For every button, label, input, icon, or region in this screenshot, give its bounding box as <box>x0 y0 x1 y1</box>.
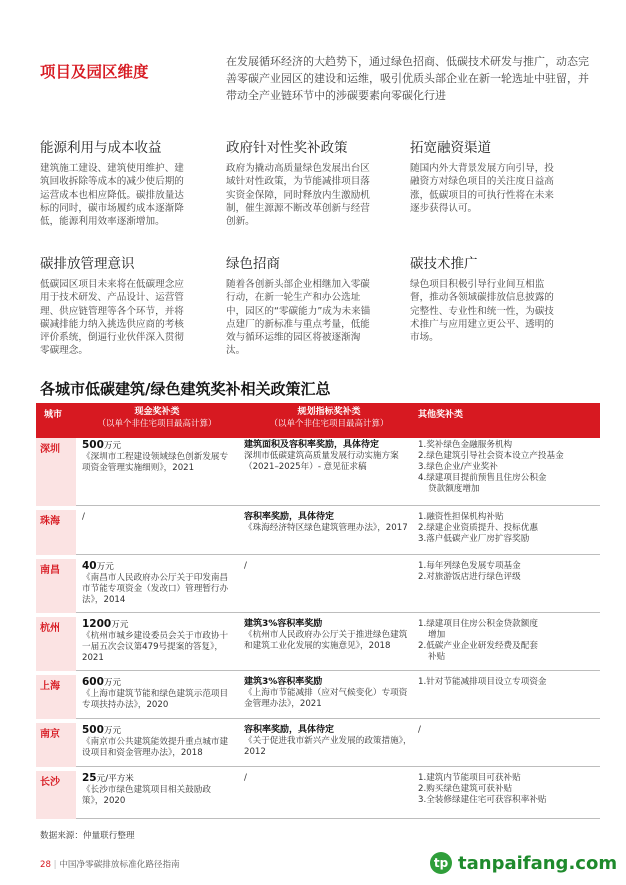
cash-cell <box>82 725 232 759</box>
planning-cell <box>244 440 414 473</box>
cash-source: 《杭州市城乡建设委员会关于市政协十一届五次会议第479号提案的答复》，2021 <box>82 631 229 663</box>
other-item: 1.建筑内节能项目可获补贴 <box>418 773 521 783</box>
cash-source: 《上海市建筑节能和绿色建筑示范项目专项扶持办法》，2020 <box>82 689 229 710</box>
cash-unit: 万元 <box>96 562 114 572</box>
table-header <box>36 403 600 438</box>
planning-head: / <box>244 773 247 783</box>
city-cell <box>36 559 76 613</box>
row-divider <box>76 612 600 613</box>
other-cell <box>418 440 596 495</box>
card-carbon-tech <box>410 252 558 344</box>
row-divider <box>76 766 600 767</box>
city-cell <box>36 438 76 506</box>
header-planning-label: 规划指标奖补类 <box>297 407 361 417</box>
planning-head: 容积率奖励，具体待定 <box>244 512 335 522</box>
table-row <box>36 438 600 506</box>
other-item: 4.绿建项目提前预售且住房公积金 <box>418 473 547 483</box>
planning-head: 容积率奖励，具体待定 <box>244 725 335 735</box>
card-body: 建筑施工建设、建筑使用维护、建筑回收拆除等成本的减少使后期的运营成本也相应降低。碳排放量达标的同时，碳市场履约成本逐渐降低，能源利用效率逐渐增加。 <box>40 163 184 228</box>
city-name: 长沙 <box>40 777 60 788</box>
card-title: 碳技术推广 <box>410 256 478 272</box>
cash-amount: 25 <box>82 772 97 784</box>
other-cell <box>418 773 596 806</box>
source-note: 数据来源：仲量联行整理 <box>40 831 135 841</box>
section-intro: 在发展循环经济的大趋势下，通过绿色招商、低碳技术研发与推广，动态完善零碳产业园区的建设和运维，吸引优质头部企业在新一轮选址中驻留，并带动全产业链环节中的涉碳要素向零碳化行进 <box>226 55 589 102</box>
row-divider <box>76 670 600 671</box>
card-body: 政府为撬动高质量绿色发展出台区域针对性政策，为节能减排项目落实资金保障，同时释放内生激励机制，催生源源不断改革创新与经营创新。 <box>226 163 370 228</box>
cash-amount: 1200 <box>82 618 112 630</box>
card-title: 碳排放管理意识 <box>40 256 135 272</box>
city-name: 深圳 <box>40 444 60 455</box>
other-cell <box>418 561 596 583</box>
other-item: 2.绿建企业资质提升、投标优惠 <box>418 523 538 533</box>
city-name: 上海 <box>40 681 60 692</box>
card-title: 能源利用与成本收益 <box>40 140 162 156</box>
row-divider <box>76 505 600 506</box>
table-row <box>36 675 600 719</box>
row-divider <box>76 718 600 719</box>
planning-head: / <box>244 561 247 571</box>
planning-cell <box>244 725 414 758</box>
footer-separator: | <box>53 860 57 870</box>
row-divider <box>76 818 600 819</box>
header-cash <box>82 406 232 430</box>
cash-source: 《南京市公共建筑能效提升重点城市建设项目和资金管理办法》，2018 <box>82 737 229 758</box>
card-body: 低碳园区项目未来将在低碳理念应用于技术研发、产品设计、运营管理、供应链管理等各个环节，并将碳减排能力纳入挑选供应商的考核评价系统，倒逼行业伙伴深入贯彻零碳理念。 <box>40 279 184 357</box>
other-item: / <box>418 725 421 735</box>
other-cell <box>418 512 596 545</box>
planning-head: 建筑3%容积率奖励 <box>244 677 323 687</box>
brand-watermark <box>430 852 617 874</box>
city-cell <box>36 723 76 767</box>
cash-unit: 万元 <box>103 726 122 736</box>
city-name: 珠海 <box>40 516 60 527</box>
header-cash-label: 现金奖补类 <box>134 407 180 417</box>
card-green-investment <box>226 252 374 358</box>
other-item: 增加 <box>428 630 446 640</box>
header-planning-sub: （以单个非住宅项目最高计算） <box>269 419 389 429</box>
city-name: 南京 <box>40 729 60 740</box>
planning-source: 深圳市低碳建筑高质量发展行动实施方案（2021–2025年）- 意见征求稿 <box>244 451 399 472</box>
document-title: 中国净零碳排放标准化路径指南 <box>59 860 180 870</box>
city-cell <box>36 617 76 671</box>
other-item: 1.绿建项目住房公积金贷款额度 <box>418 619 538 629</box>
table-row <box>36 617 600 671</box>
table-row <box>36 771 600 819</box>
other-item: 3.落户低碳产业厂房扩容奖励 <box>418 534 530 544</box>
planning-head: 建筑面积及容积率奖励，具体待定 <box>244 440 380 450</box>
cash-unit: 元/平方米 <box>96 774 134 784</box>
card-financing <box>410 136 558 215</box>
cash-cell <box>82 677 232 711</box>
other-item: 2.购买绿色建筑可获补贴 <box>418 784 513 794</box>
card-body: 随国内外大背景发展方向引导，投融资方对绿色项目的关注度日益高涨，低碳项目的可执行性将在未来逐步获得认可。 <box>410 163 554 214</box>
city-cell <box>36 510 76 555</box>
other-item: 2.低碳产业企业研发经费及配套 <box>418 641 538 651</box>
header-cash-sub: （以单个非住宅项目最高计算） <box>97 419 217 429</box>
table-row <box>36 510 600 555</box>
card-policy-subsidy <box>226 136 374 228</box>
city-cell <box>36 675 76 719</box>
other-cell <box>418 677 596 688</box>
row-divider <box>76 554 600 555</box>
section-title: 项目及园区维度 <box>40 63 149 81</box>
cash-source: 《长沙市绿色建筑项目相关鼓励政策》，2020 <box>82 785 211 806</box>
planning-source: 《关于促进我市新兴产业发展的政策措施》，2012 <box>244 736 412 757</box>
planning-source: 《珠海经济特区绿色建筑管理办法》，2017 <box>244 523 408 533</box>
cash-amount: / <box>82 512 85 522</box>
planning-cell <box>244 773 414 784</box>
header-other: 其他奖补类 <box>418 410 464 420</box>
planning-cell <box>244 677 414 710</box>
cash-cell <box>82 512 232 523</box>
card-title: 政府针对性奖补政策 <box>226 140 348 156</box>
table-row <box>36 559 600 613</box>
cash-cell <box>82 561 232 606</box>
other-item: 1.每年列绿色发展专项基金 <box>418 561 521 571</box>
header-planning <box>244 406 414 430</box>
other-item: 1.奖补绿色金融服务机构 <box>418 440 513 450</box>
planning-cell <box>244 561 414 572</box>
cash-cell <box>82 440 232 474</box>
city-name: 南昌 <box>40 565 60 576</box>
cash-amount: 500 <box>82 439 104 451</box>
card-title: 绿色招商 <box>226 256 280 272</box>
card-energy <box>40 136 188 228</box>
other-cell <box>418 619 596 663</box>
planning-source: 《杭州市人民政府办公厅关于推进绿色建筑和建筑工业化发展的实施意见》，2018 <box>244 630 408 651</box>
cash-cell <box>82 619 232 664</box>
cash-source: 《深圳市工程建设领域绿色创新发展专项资金管理实施细则》，2021 <box>82 452 229 473</box>
cash-amount: 500 <box>82 724 104 736</box>
cash-unit: 万元 <box>111 620 129 630</box>
other-item: 1.融资性担保机构补贴 <box>418 512 504 522</box>
card-body: 随着各创新头部企业相继加入零碳行动，在新一轮生产和办公选址中，园区的“零碳能力”成为未来锚点建厂的新标准与重点考量，低能效与循环运维的园区将被逐渐淘汰。 <box>226 279 371 357</box>
policy-title: 各城市低碳建筑/绿色建筑奖补相关政策汇总 <box>40 380 331 398</box>
planning-source: 《上海市节能减排（应对气候变化）专项资金管理办法》，2021 <box>244 688 408 709</box>
other-item: 3.绿色企业/产业奖补 <box>418 462 498 472</box>
city-name: 杭州 <box>40 623 60 634</box>
header-city: 城市 <box>44 410 63 420</box>
planning-cell <box>244 619 414 652</box>
card-body: 绿色项目积极引导行业间互相监督，推动各领域碳排放信息披露的完整性、专业性和统一性，为碳技术推广与应用建立更公平、透明的市场。 <box>410 279 554 344</box>
other-item: 1.针对节能减排项目设立专项资金 <box>418 677 547 687</box>
other-cell <box>418 725 596 736</box>
page-number: 28 <box>40 860 51 870</box>
brand-text: tanpaifang.com <box>458 852 618 874</box>
other-item: 补贴 <box>428 652 446 662</box>
planning-head: 建筑3%容积率奖励 <box>244 619 323 629</box>
other-item: 3.全装修绿建住宅可获容积率补贴 <box>418 795 547 805</box>
city-cell <box>36 771 76 819</box>
planning-cell <box>244 512 414 534</box>
cash-amount: 40 <box>82 560 97 572</box>
cash-unit: 万元 <box>103 441 122 451</box>
table-row <box>36 723 600 767</box>
cash-amount: 600 <box>82 676 104 688</box>
card-title: 拓宽融资渠道 <box>410 140 491 156</box>
other-item: 贷款额度增加 <box>428 484 480 494</box>
card-carbon-management <box>40 252 188 358</box>
cash-cell <box>82 773 232 807</box>
other-item: 2.绿色建筑引导社会资本设立产投基金 <box>418 451 564 461</box>
leaf-logo-icon: tp <box>430 852 452 874</box>
other-item: 2.对旅游饭店进行绿色评级 <box>418 572 521 582</box>
cash-unit: 万元 <box>103 678 122 688</box>
cash-source: 《南昌市人民政府办公厅关于印发南昌市节能专项资金（发改口）管理暂行办法》，2014 <box>82 573 229 605</box>
page-footer <box>40 858 180 870</box>
